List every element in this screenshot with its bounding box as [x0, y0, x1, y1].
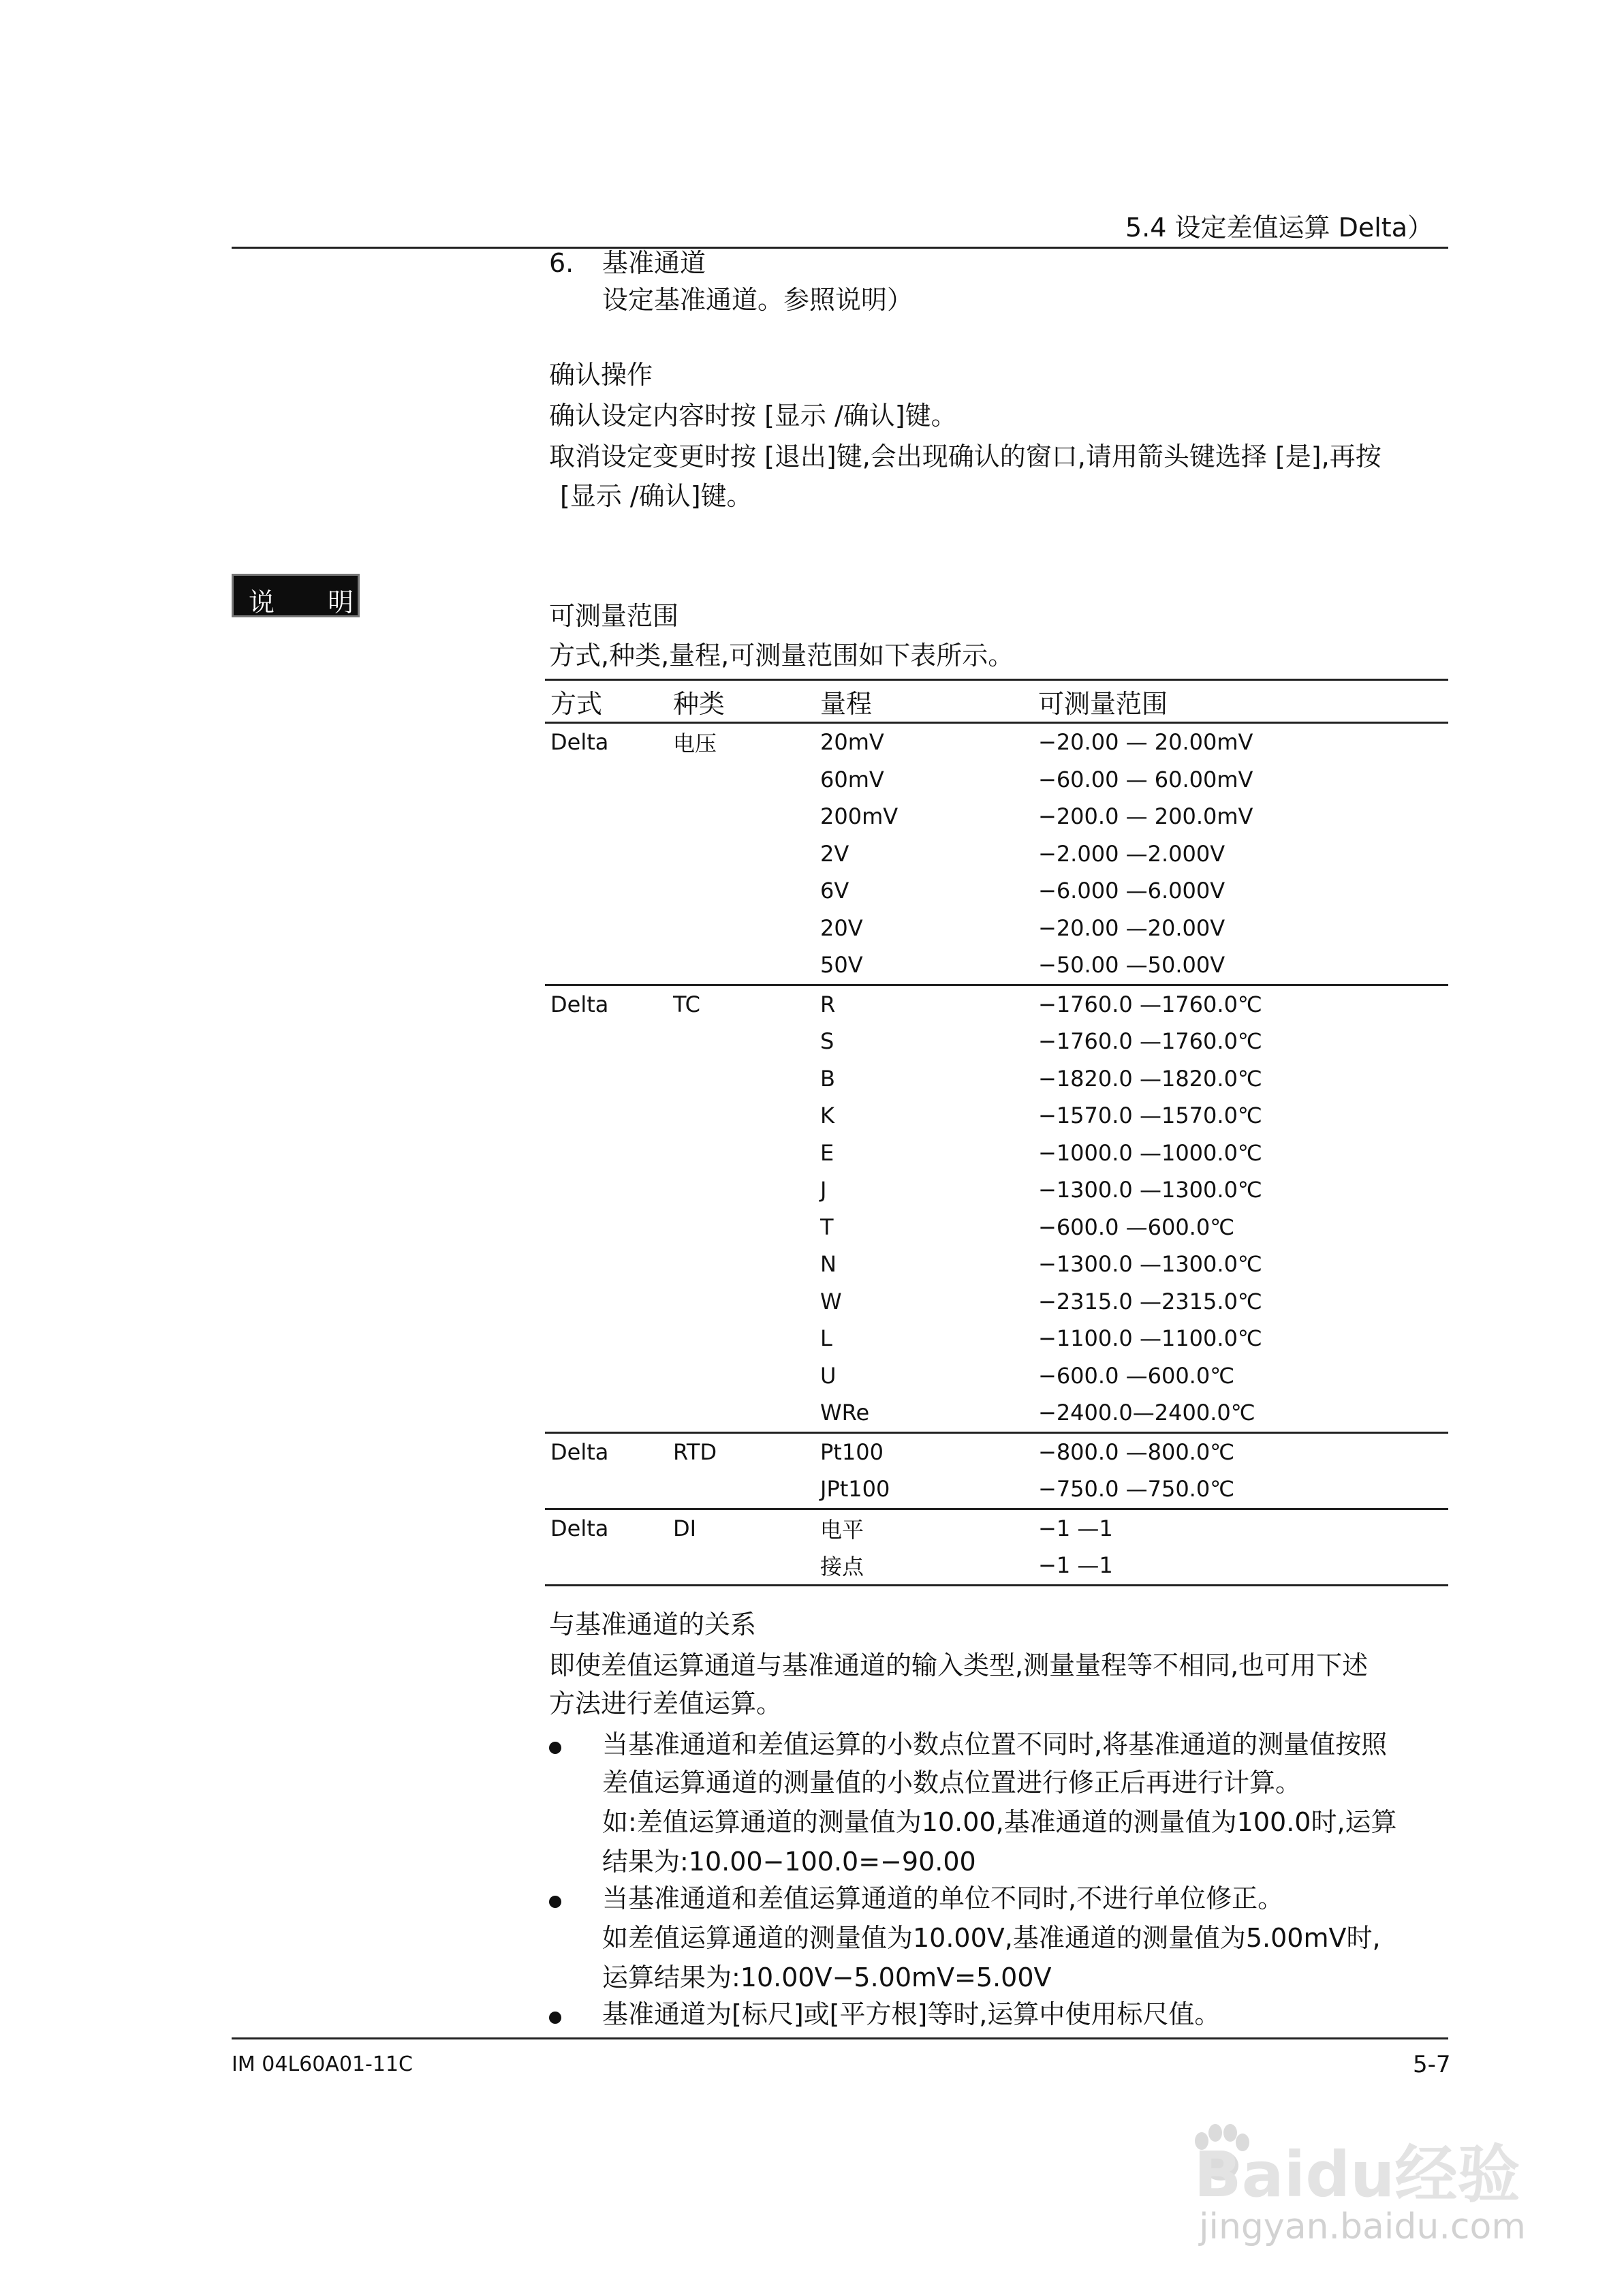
watermark-brand: Baidu经验: [1193, 2138, 1520, 2211]
relation-intro-2: 方法进行差值运算。: [549, 1689, 783, 1719]
cell-type: [668, 1320, 815, 1357]
cell-mode: [545, 1394, 668, 1432]
cell-range: Pt100: [820, 1438, 884, 1465]
cell-range: 60mV: [820, 766, 884, 792]
cell-mode: [545, 1320, 668, 1357]
cell-measurable-range: −2315.0 —2315.0℃: [1038, 1288, 1262, 1314]
cell-type: [668, 1547, 815, 1585]
table-group: [545, 985, 1448, 1432]
cell-range: L: [820, 1325, 832, 1352]
table-row: [545, 1394, 1448, 1432]
cell-measurable-range: −1820.0 —1820.0℃: [1038, 1065, 1262, 1092]
table-row: [545, 1171, 1448, 1209]
cell-range: 6V: [820, 878, 849, 904]
bullet-1-line-1: 当基准通道和差值运算的小数点位置不同时,将基准通道的测量值按照: [602, 1729, 1388, 1759]
watermark-url: jingyan.baidu.com: [1199, 2206, 1526, 2247]
cell-measurable-range: −600.0 —600.0℃: [1038, 1214, 1235, 1240]
cell-type: [668, 910, 815, 947]
cell-mode: [545, 1470, 668, 1509]
confirm-title: 确认操作: [549, 360, 653, 390]
table-row: [545, 1547, 1448, 1585]
col-header-measurable-range: 可测量范围: [1033, 680, 1448, 723]
cell-type: [668, 1246, 815, 1283]
bullet-2-line-1: 当基准通道和差值运算通道的单位不同时,不进行单位修正。: [602, 1883, 1284, 1913]
cell-measurable-range: −50.00 —50.00V: [1033, 946, 1448, 985]
cell-mode: Delta: [550, 1515, 609, 1541]
bullet-icon: [549, 1896, 561, 1908]
range-title: 可测量范围: [549, 601, 679, 631]
cell-range: U: [820, 1362, 837, 1389]
cell-measurable-range: −6.000 —6.000V: [1038, 878, 1225, 904]
table-group: [545, 723, 1448, 985]
table-row: [545, 1320, 1448, 1357]
page-number: 5-7: [1413, 2051, 1451, 2078]
cell-range: 200mV: [820, 803, 899, 830]
col-header-mode: 方式: [545, 680, 668, 723]
doc-id: IM 04L60A01-11C: [232, 2052, 413, 2076]
cell-type: [668, 1097, 815, 1135]
table-row: [545, 1357, 1448, 1395]
cell-type: 电压: [673, 730, 717, 757]
cell-mode: [545, 910, 668, 947]
table-row: [545, 1060, 1448, 1098]
cell-mode: [545, 1023, 668, 1060]
cell-measurable-range: −2.000 —2.000V: [1038, 840, 1225, 867]
confirm-line-1: 确认设定内容时按 [显示 /确认]键。: [549, 401, 957, 431]
cell-mode: [545, 1097, 668, 1135]
table-row: [545, 910, 1448, 947]
cell-range: N: [820, 1251, 837, 1278]
bullet-2-line-3: 运算结果为:10.00V−5.00mV=5.00V: [602, 1962, 1052, 1992]
cell-measurable-range: −1760.0 —1760.0℃: [1038, 1028, 1262, 1055]
cell-measurable-range: −1000.0 —1000.0℃: [1038, 1139, 1262, 1166]
cell-type: RTD: [673, 1438, 717, 1465]
baidu-watermark-logo: [1166, 2112, 1548, 2211]
bullet-icon: [549, 1742, 561, 1754]
cell-type: [668, 1023, 815, 1060]
table-row: [545, 1283, 1448, 1321]
cell-range: 50V: [815, 946, 1033, 985]
cell-range: 电平: [820, 1516, 864, 1543]
cell-measurable-range: −1570.0 —1570.0℃: [1038, 1103, 1262, 1129]
step-number: 6.: [549, 248, 574, 278]
bullet-1-line-2: 差值运算通道的测量值的小数点位置进行修正后再进行计算。: [602, 1768, 1302, 1798]
table-row: [545, 946, 1448, 985]
cell-range: J: [820, 1177, 827, 1203]
table-row: [545, 1246, 1448, 1283]
table-row: [545, 835, 1448, 873]
cell-mode: [545, 761, 668, 799]
cell-type: [668, 835, 815, 873]
cell-type: [668, 946, 815, 985]
cell-measurable-range: −1 —1: [1033, 1547, 1448, 1585]
explanation-label: [232, 574, 360, 617]
cell-type: [668, 1060, 815, 1098]
cell-measurable-range: −600.0 —600.0℃: [1038, 1362, 1235, 1389]
col-header-type: 种类: [668, 680, 815, 723]
cell-type: [668, 1171, 815, 1209]
cell-type: TC: [673, 991, 701, 1017]
cell-mode: Delta: [550, 991, 609, 1017]
range-table: [545, 679, 1448, 1586]
cell-type: [668, 1209, 815, 1246]
cell-type: [668, 1135, 815, 1172]
explanation-label-right: 明: [328, 587, 354, 617]
cell-type: [668, 1470, 815, 1509]
table-group: [545, 1432, 1448, 1509]
cell-range: R: [820, 991, 836, 1017]
cell-measurable-range: −20.00 —20.00V: [1038, 914, 1225, 941]
table-row: [545, 723, 1448, 761]
step-title: 基准通道: [602, 248, 706, 278]
cell-measurable-range: −20.00 — 20.00mV: [1038, 729, 1253, 756]
cell-mode: [545, 872, 668, 910]
cell-range: S: [820, 1028, 834, 1055]
cell-measurable-range: −60.00 — 60.00mV: [1038, 766, 1253, 792]
table-row: [545, 1135, 1448, 1172]
cell-mode: [545, 1060, 668, 1098]
cell-range: JPt100: [815, 1470, 1033, 1509]
bullet-2-line-2: 如差值运算通道的测量值为10.00V,基准通道的测量值为5.00mV时,: [602, 1923, 1381, 1953]
cell-type: [668, 1357, 815, 1395]
cell-type: DI: [673, 1515, 697, 1541]
cell-range: 2V: [820, 840, 849, 867]
header-rule: [232, 247, 1448, 249]
cell-measurable-range: −2400.0—2400.0℃: [1033, 1394, 1448, 1432]
cell-mode: Delta: [550, 729, 609, 756]
cell-measurable-range: −1300.0 —1300.0℃: [1038, 1177, 1262, 1203]
table-row: [545, 1432, 1448, 1470]
table-row: [545, 1097, 1448, 1135]
cell-range: W: [820, 1288, 842, 1314]
cell-type: [668, 798, 815, 835]
cell-range: T: [820, 1214, 834, 1240]
step-description: 设定基准通道。参照说明）: [602, 285, 914, 315]
table-row: [545, 798, 1448, 835]
cell-range: B: [820, 1065, 835, 1092]
cell-mode: [545, 1547, 668, 1585]
cell-measurable-range: −1100.0 —1100.0℃: [1038, 1325, 1262, 1352]
cell-mode: [545, 835, 668, 873]
cell-mode: [545, 1171, 668, 1209]
relation-intro-1: 即使差值运算通道与基准通道的输入类型,测量量程等不相同,也可用下述: [549, 1650, 1369, 1680]
cell-range: K: [820, 1103, 834, 1129]
cell-mode: [545, 946, 668, 985]
table-row: [545, 761, 1448, 799]
bullet-3-line-1: 基准通道为[标尺]或[平方根]等时,运算中使用标尺值。: [602, 1999, 1221, 2029]
cell-mode: [545, 1209, 668, 1246]
confirm-line-3: [显示 /确认]键。: [560, 481, 753, 511]
footer-rule: [232, 2037, 1448, 2039]
cell-measurable-range: −200.0 — 200.0mV: [1038, 803, 1253, 830]
bullet-icon: [549, 2012, 561, 2024]
col-header-range: 量程: [815, 680, 1033, 723]
cell-range: 20mV: [820, 729, 884, 756]
table-row: [545, 1209, 1448, 1246]
cell-range: E: [820, 1139, 834, 1166]
confirm-line-2: 取消设定变更时按 [退出]键,会出现确认的窗口,请用箭头键选择 [是],再按: [549, 442, 1381, 472]
section-header: 5.4 设定差值运算 Delta）: [1125, 213, 1433, 243]
cell-range: 接点: [815, 1547, 1033, 1585]
cell-measurable-range: −1300.0 —1300.0℃: [1038, 1251, 1262, 1278]
cell-range: 20V: [820, 914, 863, 941]
cell-measurable-range: −1760.0 —1760.0℃: [1038, 991, 1262, 1017]
explanation-label-left: 说: [249, 587, 275, 617]
bullet-1-line-3: 如:差值运算通道的测量值为10.00,基准通道的测量值为100.0时,运算: [602, 1807, 1397, 1837]
table-header-row: [545, 680, 1448, 723]
cell-mode: [545, 798, 668, 835]
cell-type: [668, 761, 815, 799]
table-group: [545, 1509, 1448, 1585]
table-row: [545, 1509, 1448, 1547]
cell-type: [668, 1394, 815, 1432]
bullet-1-line-4: 结果为:10.00−100.0=−90.00: [602, 1847, 976, 1877]
cell-type: [668, 1283, 815, 1321]
cell-mode: [545, 1246, 668, 1283]
cell-mode: [545, 1357, 668, 1395]
table-row: [545, 1470, 1448, 1509]
cell-range: WRe: [815, 1394, 1033, 1432]
table-row: [545, 1023, 1448, 1060]
cell-mode: [545, 1135, 668, 1172]
cell-mode: [545, 1283, 668, 1321]
cell-measurable-range: −800.0 —800.0℃: [1038, 1438, 1235, 1465]
cell-type: [668, 872, 815, 910]
relation-title: 与基准通道的关系: [549, 1609, 757, 1639]
cell-measurable-range: −1 —1: [1038, 1515, 1113, 1541]
table-row: [545, 985, 1448, 1023]
table-row: [545, 872, 1448, 910]
cell-mode: Delta: [550, 1438, 609, 1465]
range-intro: 方式,种类,量程,可测量范围如下表所示。: [549, 641, 1014, 671]
cell-measurable-range: −750.0 —750.0℃: [1033, 1470, 1448, 1509]
